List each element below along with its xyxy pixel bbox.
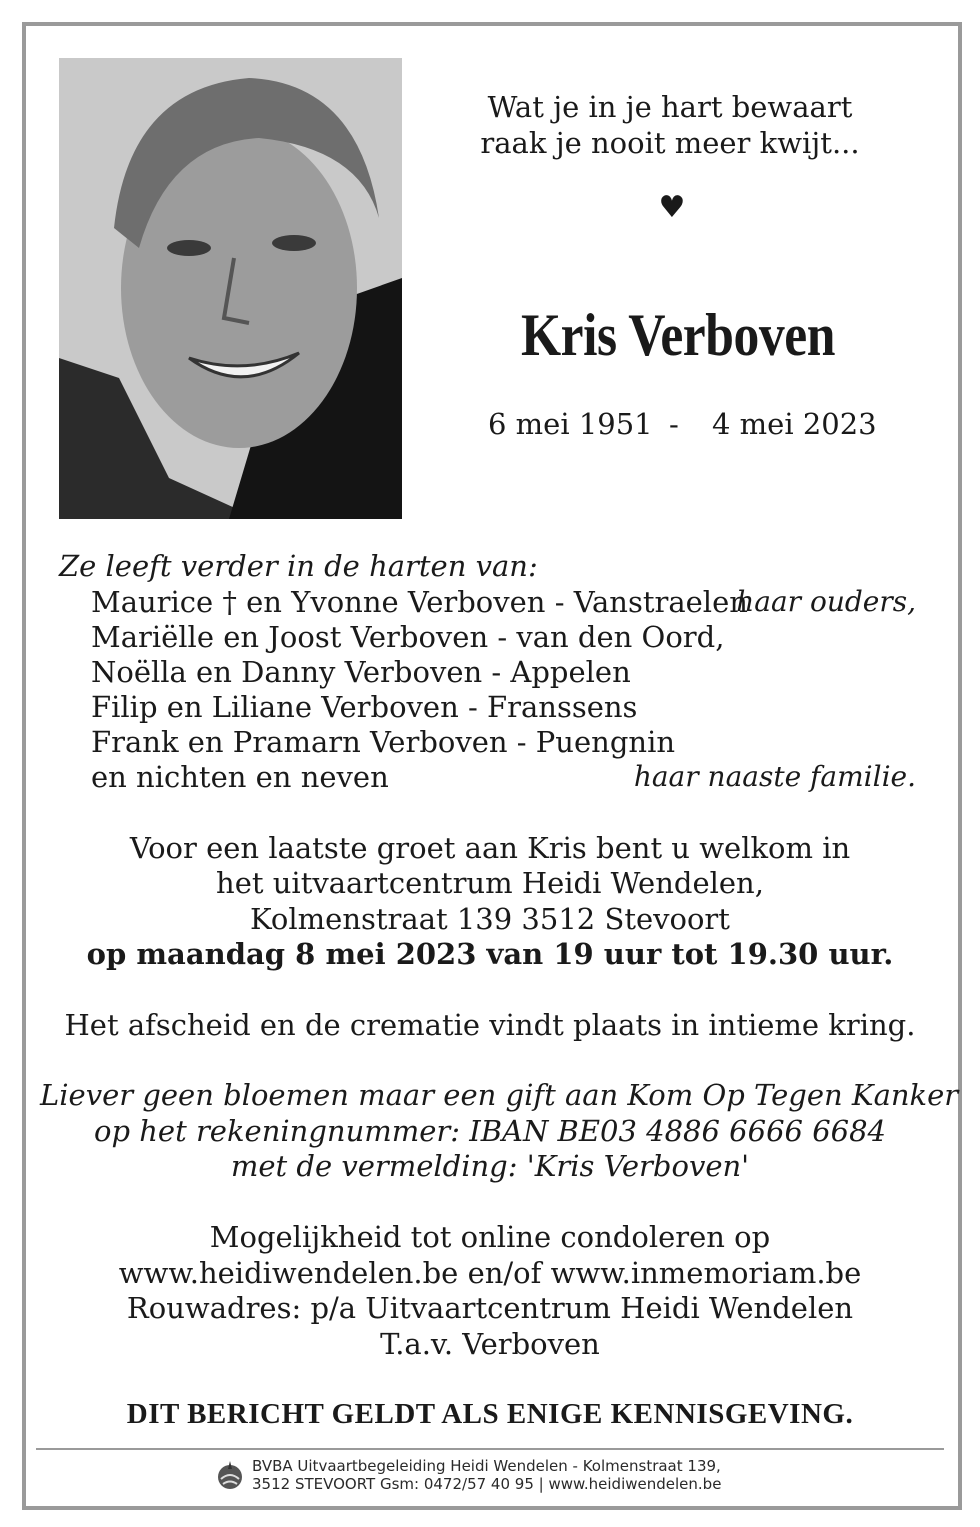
footer-line-2: 3512 STEVOORT Gsm: 0472/57 40 95 | www.heidiwendelen.be (252, 1475, 722, 1493)
family-role-parents: haar ouders, (736, 585, 916, 618)
condolence-line-1: Mogelijkheid tot online condoleren op (209, 1220, 771, 1254)
family-role-family: haar naaste familie. (633, 760, 916, 793)
donation-line-1: Liever geen bloemen maar een gift aan Kom Op Tegen Kanker (40, 1078, 959, 1112)
family-line-5: Frank en Pramarn Verboven - Puengnin (91, 725, 676, 759)
footer-line-1: BVBA Uitvaartbegeleiding Heidi Wendelen - Kolmenstraat 139, (252, 1457, 721, 1475)
family-intro: Ze leeft verder in de harten van: (59, 549, 538, 583)
donation-line-3: met de vermelding: 'Kris Verboven' (230, 1149, 750, 1183)
donation-line-2: op het rekeningnummer: IBAN BE03 4886 6666 6684 (93, 1114, 887, 1148)
official-notice: DIT BERICHT GELDT ALS ENIGE KENNISGEVING. (126, 1398, 854, 1430)
portrait-photo (59, 58, 402, 519)
death-date: 4 mei 2023 (712, 407, 877, 441)
condolence-line-4: T.a.v. Verboven (380, 1327, 600, 1361)
quote-line-2: raak je nooit meer kwijt... (480, 126, 860, 160)
visitation-line-1: Voor een laatste groet aan Kris bent u welkom in (129, 831, 851, 865)
deceased-name: Kris Verboven (520, 302, 836, 368)
family-line-4: Filip en Liliane Verboven - Franssens (91, 690, 638, 724)
family-line-6: en nichten en neven (91, 760, 389, 794)
family-line-3: Noëlla en Danny Verboven - Appelen (91, 655, 631, 689)
visitation-line-2: het uitvaartcentrum Heidi Wendelen, (216, 866, 764, 900)
portrait-illustration (59, 58, 402, 519)
heart-icon: ♥ (658, 190, 686, 225)
family-line-parents: Maurice † en Yvonne Verboven - Vanstraelen (91, 585, 748, 619)
date-separator: - (669, 407, 679, 441)
visitation-line-3: Kolmenstraat 139 3512 Stevoort (250, 902, 730, 936)
condolence-line-2: www.heidiwendelen.be en/of www.inmemoriam.be (118, 1256, 862, 1290)
visitation-date: op maandag 8 mei 2023 van 19 uur tot 19.30 uur. (86, 937, 894, 971)
family-line-2: Mariëlle en Joost Verboven - van den Oord, (91, 620, 725, 654)
footer-divider (36, 1448, 944, 1450)
quote-line-1: Wat je in je hart bewaart (487, 90, 853, 124)
funeral-home-logo-icon (215, 1459, 245, 1491)
birth-date: 6 mei 1951 (488, 407, 653, 441)
condolence-line-3: Rouwadres: p/a Uitvaartcentrum Heidi Wendelen (126, 1291, 854, 1325)
ceremony-text: Het afscheid en de crematie vindt plaats in intieme kring. (64, 1008, 916, 1042)
